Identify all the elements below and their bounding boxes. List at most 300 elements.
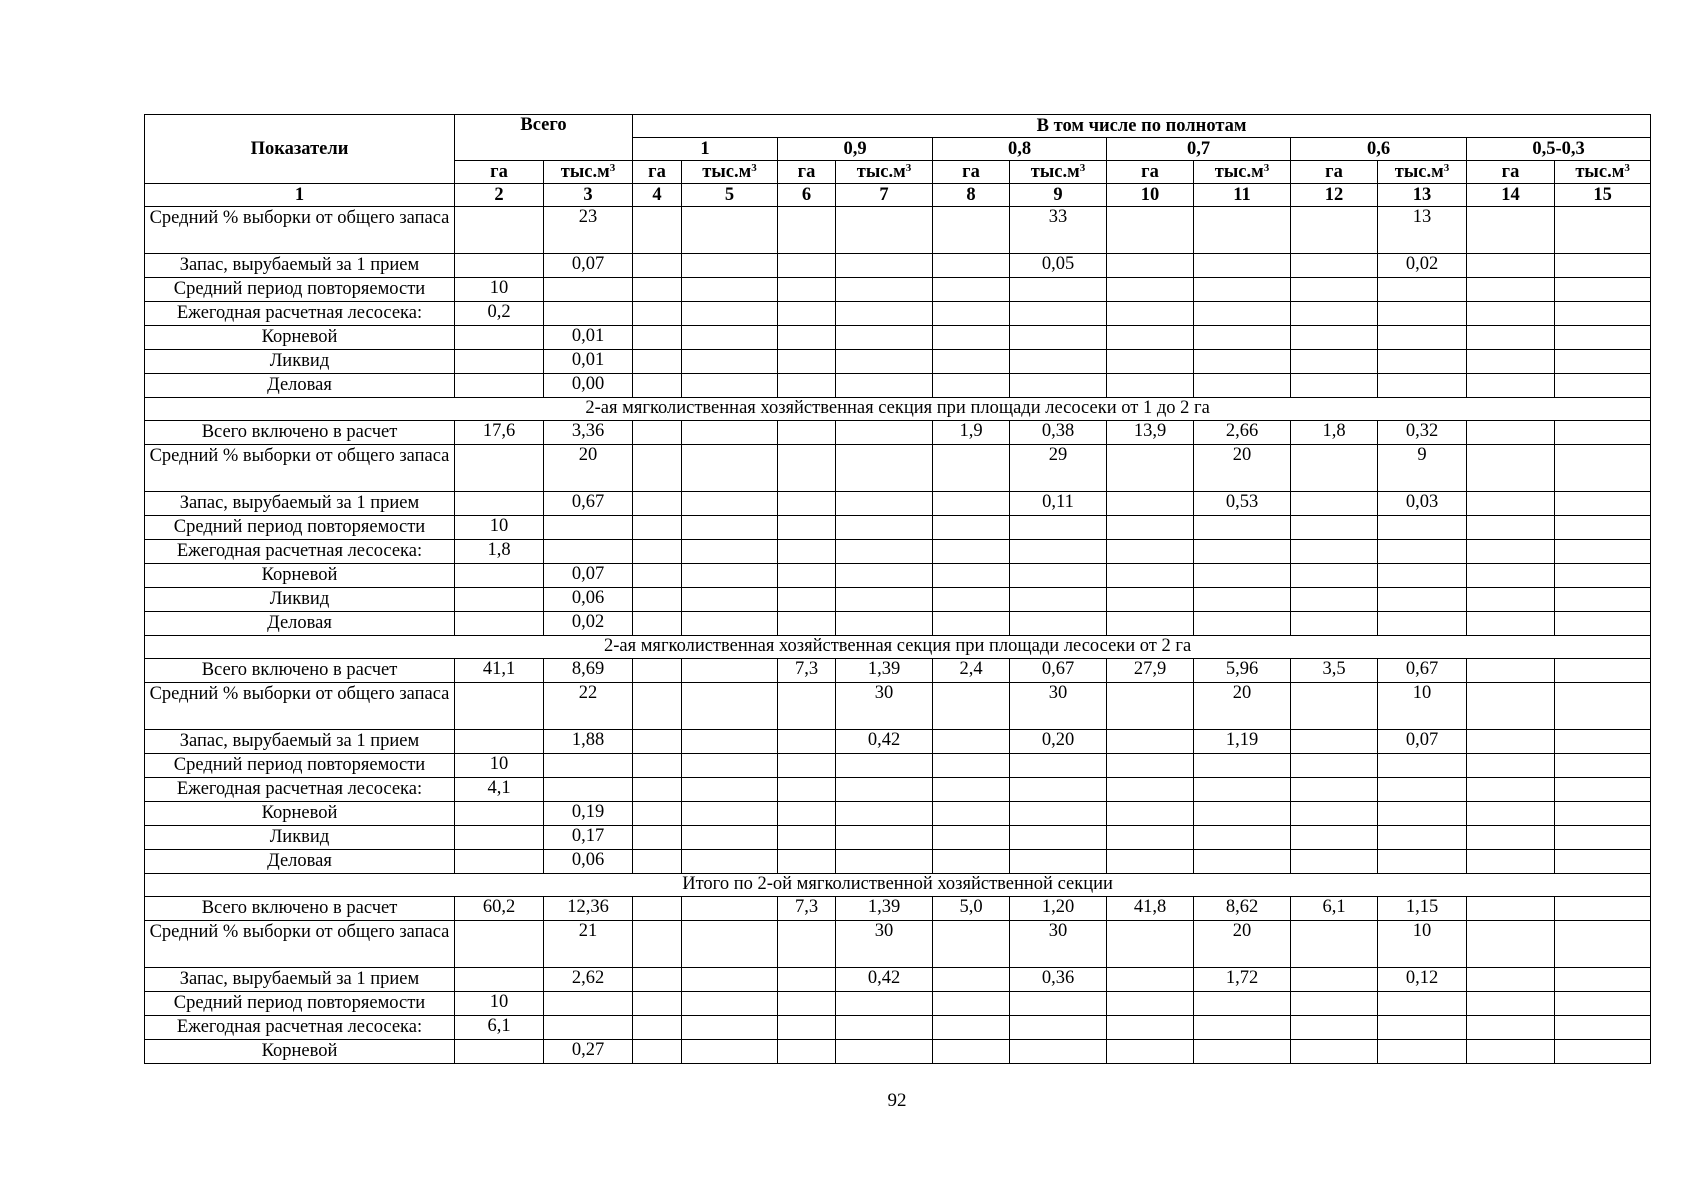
table-row xyxy=(145,897,1651,921)
table-cell xyxy=(633,207,682,254)
table-cell: 0,07 xyxy=(544,564,633,588)
table-cell xyxy=(1107,588,1194,612)
table-cell xyxy=(778,540,836,564)
table-cell xyxy=(836,802,933,826)
table-row xyxy=(145,278,1651,302)
table-row xyxy=(145,992,1651,1016)
table-cell xyxy=(1194,588,1291,612)
table-cell xyxy=(1555,921,1651,968)
table-cell xyxy=(836,374,933,398)
table-cell xyxy=(1107,564,1194,588)
table-cell: 0,42 xyxy=(836,730,933,754)
table-cell xyxy=(1107,207,1194,254)
table-cell: 21 xyxy=(544,921,633,968)
table-row xyxy=(145,850,1651,874)
table-cell xyxy=(455,612,544,636)
table-cell xyxy=(1010,302,1107,326)
table-cell xyxy=(1555,588,1651,612)
unit-volume-base: тыс.м xyxy=(1394,162,1444,182)
table-cell xyxy=(1291,802,1378,826)
table-cell xyxy=(1378,540,1467,564)
table-cell xyxy=(778,421,836,445)
table-row xyxy=(145,421,1651,445)
table-cell: 5,0 xyxy=(933,897,1010,921)
table-cell: 10 xyxy=(1378,683,1467,730)
table-cell xyxy=(1467,564,1555,588)
table-cell xyxy=(682,897,778,921)
table-cell xyxy=(682,826,778,850)
table-cell: 6,1 xyxy=(455,1016,544,1040)
table-cell xyxy=(933,302,1010,326)
row-label: Всего включено в расчет xyxy=(145,421,455,445)
table-cell xyxy=(633,921,682,968)
table-cell xyxy=(1107,278,1194,302)
table-cell xyxy=(1010,612,1107,636)
header-density: 1 xyxy=(633,138,778,161)
table-cell xyxy=(1194,254,1291,278)
unit-ha: га xyxy=(633,161,682,184)
table-cell xyxy=(836,564,933,588)
table-cell xyxy=(1291,278,1378,302)
table-cell xyxy=(682,350,778,374)
table-cell xyxy=(1467,1040,1555,1064)
table-row xyxy=(145,968,1651,992)
table-cell xyxy=(778,850,836,874)
table-cell xyxy=(1467,421,1555,445)
row-label: Средний % выборки от общего запаса xyxy=(145,445,455,492)
table-cell: 1,15 xyxy=(1378,897,1467,921)
table-cell xyxy=(1107,302,1194,326)
table-cell: 10 xyxy=(1378,921,1467,968)
table-cell xyxy=(1467,254,1555,278)
table-cell xyxy=(633,754,682,778)
table-cell xyxy=(682,540,778,564)
table-cell xyxy=(1555,778,1651,802)
table-cell xyxy=(933,445,1010,492)
table-cell xyxy=(1378,612,1467,636)
table-cell xyxy=(1010,588,1107,612)
row-label: Средний % выборки от общего запаса xyxy=(145,683,455,730)
row-label: Запас, вырубаемый за 1 прием xyxy=(145,254,455,278)
unit-volume-exponent: 3 xyxy=(1443,162,1450,174)
table-cell xyxy=(1291,778,1378,802)
table-cell xyxy=(1378,992,1467,1016)
table-cell xyxy=(1378,302,1467,326)
table-cell xyxy=(1291,445,1378,492)
column-number: 3 xyxy=(544,184,633,207)
table-cell xyxy=(778,492,836,516)
table-cell: 30 xyxy=(836,683,933,730)
table-cell xyxy=(1378,850,1467,874)
table-cell xyxy=(633,1016,682,1040)
table-cell xyxy=(633,683,682,730)
table-cell xyxy=(1555,802,1651,826)
unit-volume-base: тыс.м xyxy=(1575,162,1625,182)
table-cell xyxy=(682,659,778,683)
column-number: 8 xyxy=(933,184,1010,207)
table-row xyxy=(145,921,1651,968)
table-cell xyxy=(1107,374,1194,398)
header-by-density: В том числе по полнотам xyxy=(633,115,1651,138)
row-label: Деловая xyxy=(145,850,455,874)
table-row xyxy=(145,683,1651,730)
table-cell: 8,62 xyxy=(1194,897,1291,921)
table-cell xyxy=(1467,802,1555,826)
column-number: 4 xyxy=(633,184,682,207)
table-cell xyxy=(778,350,836,374)
table-cell xyxy=(1467,778,1555,802)
table-cell xyxy=(836,254,933,278)
table-cell: 0,67 xyxy=(1010,659,1107,683)
table-cell xyxy=(933,1040,1010,1064)
table-cell xyxy=(1378,1016,1467,1040)
table-cell xyxy=(1555,1040,1651,1064)
row-label: Корневой xyxy=(145,1040,455,1064)
table-cell: 0,67 xyxy=(544,492,633,516)
table-cell xyxy=(1010,350,1107,374)
table-cell: 0,17 xyxy=(544,826,633,850)
unit-volume xyxy=(682,161,778,184)
table-cell xyxy=(1194,826,1291,850)
table-cell xyxy=(778,802,836,826)
table-cell xyxy=(1467,850,1555,874)
table-cell xyxy=(1555,492,1651,516)
table-cell xyxy=(1467,278,1555,302)
table-cell: 4,1 xyxy=(455,778,544,802)
table-cell xyxy=(682,921,778,968)
table-cell xyxy=(1467,326,1555,350)
column-number: 14 xyxy=(1467,184,1555,207)
table-cell: 0,07 xyxy=(1378,730,1467,754)
density-table xyxy=(144,114,1651,1064)
table-cell xyxy=(836,778,933,802)
table-cell: 1,88 xyxy=(544,730,633,754)
table-cell xyxy=(1467,659,1555,683)
section-row xyxy=(145,398,1651,421)
table-cell xyxy=(1378,1040,1467,1064)
table-cell xyxy=(1378,374,1467,398)
table-cell xyxy=(1467,207,1555,254)
table-cell xyxy=(682,754,778,778)
table-cell xyxy=(682,302,778,326)
table-cell xyxy=(836,850,933,874)
table-cell xyxy=(836,421,933,445)
table-cell xyxy=(1010,850,1107,874)
table-cell: 6,1 xyxy=(1291,897,1378,921)
table-cell xyxy=(1107,326,1194,350)
table-cell: 0,01 xyxy=(544,350,633,374)
table-cell xyxy=(682,992,778,1016)
table-cell xyxy=(1194,350,1291,374)
table-cell xyxy=(455,326,544,350)
table-cell xyxy=(682,254,778,278)
table-cell xyxy=(1378,278,1467,302)
table-cell: 9 xyxy=(1378,445,1467,492)
table-cell xyxy=(836,278,933,302)
table-cell xyxy=(544,540,633,564)
table-cell xyxy=(1555,659,1651,683)
table-cell: 41,8 xyxy=(1107,897,1194,921)
row-label: Всего включено в расчет xyxy=(145,897,455,921)
table-cell: 41,1 xyxy=(455,659,544,683)
unit-volume-exponent: 3 xyxy=(905,162,912,174)
table-cell xyxy=(682,207,778,254)
table-cell xyxy=(682,516,778,540)
table-cell: 0,11 xyxy=(1010,492,1107,516)
row-label: Ежегодная расчетная лесосека: xyxy=(145,302,455,326)
table-cell xyxy=(544,778,633,802)
table-cell xyxy=(455,350,544,374)
table-cell xyxy=(455,588,544,612)
table-cell xyxy=(682,683,778,730)
table-cell xyxy=(1107,540,1194,564)
table-cell xyxy=(1378,802,1467,826)
table-cell xyxy=(1378,826,1467,850)
table-cell xyxy=(1467,350,1555,374)
table-cell xyxy=(933,921,1010,968)
table-cell xyxy=(836,492,933,516)
table-cell xyxy=(455,921,544,968)
table-cell xyxy=(682,492,778,516)
table-cell xyxy=(633,730,682,754)
table-row xyxy=(145,492,1651,516)
table-cell xyxy=(1107,826,1194,850)
table-cell xyxy=(1467,826,1555,850)
table-cell xyxy=(1555,278,1651,302)
table-header xyxy=(145,115,1651,207)
table-cell xyxy=(1555,992,1651,1016)
table-cell: 0,38 xyxy=(1010,421,1107,445)
table-cell xyxy=(1555,754,1651,778)
table-cell xyxy=(1107,683,1194,730)
table-cell: 13 xyxy=(1378,207,1467,254)
table-cell xyxy=(778,326,836,350)
table-cell: 10 xyxy=(455,516,544,540)
table-cell xyxy=(633,992,682,1016)
table-cell xyxy=(1467,492,1555,516)
table-cell xyxy=(1378,564,1467,588)
table-cell xyxy=(778,254,836,278)
header-density: 0,5-0,3 xyxy=(1467,138,1651,161)
table-cell xyxy=(933,850,1010,874)
table-cell xyxy=(1378,778,1467,802)
row-label: Запас, вырубаемый за 1 прием xyxy=(145,968,455,992)
table-cell xyxy=(778,302,836,326)
table-cell xyxy=(836,754,933,778)
table-cell: 2,66 xyxy=(1194,421,1291,445)
table-row xyxy=(145,350,1651,374)
table-cell xyxy=(1291,1016,1378,1040)
table-cell xyxy=(836,516,933,540)
table-cell xyxy=(1010,564,1107,588)
column-number: 1 xyxy=(145,184,455,207)
table-cell xyxy=(633,850,682,874)
table-cell xyxy=(633,588,682,612)
table-cell xyxy=(1194,374,1291,398)
table-cell: 2,4 xyxy=(933,659,1010,683)
table-cell xyxy=(1194,754,1291,778)
column-number: 10 xyxy=(1107,184,1194,207)
table-cell xyxy=(633,564,682,588)
column-number: 5 xyxy=(682,184,778,207)
unit-volume xyxy=(1194,161,1291,184)
table-cell xyxy=(455,683,544,730)
table-cell xyxy=(455,374,544,398)
table-cell xyxy=(933,254,1010,278)
table-cell xyxy=(1555,850,1651,874)
unit-volume-exponent: 3 xyxy=(1263,162,1270,174)
table-cell xyxy=(836,326,933,350)
table-cell xyxy=(836,588,933,612)
table-cell xyxy=(1107,992,1194,1016)
table-cell: 30 xyxy=(1010,683,1107,730)
table-cell: 0,01 xyxy=(544,326,633,350)
table-cell xyxy=(1467,445,1555,492)
table-cell xyxy=(633,968,682,992)
table-cell xyxy=(778,1040,836,1064)
table-cell xyxy=(1194,540,1291,564)
table-cell xyxy=(1194,302,1291,326)
table-cell xyxy=(1194,612,1291,636)
table-row xyxy=(145,778,1651,802)
table-cell: 0,06 xyxy=(544,588,633,612)
table-cell xyxy=(1010,778,1107,802)
table-cell xyxy=(1010,540,1107,564)
table-cell xyxy=(1555,968,1651,992)
table-row xyxy=(145,564,1651,588)
row-label: Запас, вырубаемый за 1 прием xyxy=(145,730,455,754)
table-cell xyxy=(836,826,933,850)
table-cell xyxy=(455,826,544,850)
table-cell xyxy=(778,612,836,636)
table-cell xyxy=(544,516,633,540)
table-cell: 1,72 xyxy=(1194,968,1291,992)
table-cell xyxy=(933,326,1010,350)
table-cell: 0,12 xyxy=(1378,968,1467,992)
table-cell xyxy=(682,730,778,754)
table-cell xyxy=(682,802,778,826)
unit-volume xyxy=(1555,161,1651,184)
header-density: 0,7 xyxy=(1107,138,1291,161)
table-row xyxy=(145,802,1651,826)
table-cell xyxy=(633,802,682,826)
table-cell xyxy=(633,659,682,683)
table-cell: 1,8 xyxy=(455,540,544,564)
table-cell xyxy=(1467,516,1555,540)
table-cell xyxy=(1010,516,1107,540)
header-density: 0,9 xyxy=(778,138,933,161)
table-cell xyxy=(1378,516,1467,540)
table-cell: 30 xyxy=(1010,921,1107,968)
table-cell xyxy=(1467,968,1555,992)
table-cell xyxy=(1555,445,1651,492)
table-cell xyxy=(1291,968,1378,992)
table-cell: 3,5 xyxy=(1291,659,1378,683)
table-cell: 0,20 xyxy=(1010,730,1107,754)
table-cell xyxy=(836,1016,933,1040)
row-label: Средний период повторяемости xyxy=(145,278,455,302)
table-cell xyxy=(836,1040,933,1064)
table-cell xyxy=(836,207,933,254)
row-label: Ежегодная расчетная лесосека: xyxy=(145,778,455,802)
table-cell xyxy=(778,992,836,1016)
row-label: Средний период повторяемости xyxy=(145,992,455,1016)
table-cell xyxy=(1291,492,1378,516)
table-cell xyxy=(1291,540,1378,564)
table-cell xyxy=(778,730,836,754)
table-cell xyxy=(1555,897,1651,921)
table-cell xyxy=(682,778,778,802)
table-cell: 29 xyxy=(1010,445,1107,492)
table-cell xyxy=(1291,1040,1378,1064)
table-cell xyxy=(1378,350,1467,374)
table-cell: 3,36 xyxy=(544,421,633,445)
table-cell: 20 xyxy=(1194,683,1291,730)
table-cell: 0,2 xyxy=(455,302,544,326)
table-cell: 0,02 xyxy=(544,612,633,636)
table-cell xyxy=(933,754,1010,778)
row-label: Ликвид xyxy=(145,350,455,374)
unit-volume-exponent: 3 xyxy=(1624,162,1630,174)
table-cell xyxy=(836,445,933,492)
unit-volume xyxy=(836,161,933,184)
table-cell xyxy=(1010,1016,1107,1040)
table-row xyxy=(145,516,1651,540)
table-cell xyxy=(633,540,682,564)
table-cell xyxy=(1194,564,1291,588)
row-label: Всего включено в расчет xyxy=(145,659,455,683)
table-cell xyxy=(682,968,778,992)
table-cell: 10 xyxy=(455,754,544,778)
table-cell: 0,07 xyxy=(544,254,633,278)
table-cell xyxy=(1291,992,1378,1016)
table-cell xyxy=(1194,516,1291,540)
unit-volume-base: тыс.м xyxy=(702,162,752,182)
table-cell: 12,36 xyxy=(544,897,633,921)
table-cell xyxy=(1291,350,1378,374)
table-cell xyxy=(455,1040,544,1064)
table-cell xyxy=(1107,850,1194,874)
table-cell xyxy=(933,564,1010,588)
column-number: 7 xyxy=(836,184,933,207)
table-cell xyxy=(1010,826,1107,850)
table-cell xyxy=(1291,921,1378,968)
table-cell: 8,69 xyxy=(544,659,633,683)
table-cell xyxy=(836,612,933,636)
table-cell xyxy=(933,968,1010,992)
table-cell xyxy=(1555,730,1651,754)
table-cell: 1,20 xyxy=(1010,897,1107,921)
table-cell xyxy=(1378,326,1467,350)
table-cell: 17,6 xyxy=(455,421,544,445)
table-row xyxy=(145,540,1651,564)
table-cell: 10 xyxy=(455,992,544,1016)
table-cell xyxy=(836,540,933,564)
table-cell xyxy=(836,350,933,374)
table-cell xyxy=(778,445,836,492)
table-cell: 30 xyxy=(836,921,933,968)
table-cell xyxy=(1194,850,1291,874)
table-cell xyxy=(778,278,836,302)
table-cell xyxy=(1555,350,1651,374)
table-cell: 0,67 xyxy=(1378,659,1467,683)
column-number: 12 xyxy=(1291,184,1378,207)
unit-volume-exponent: 3 xyxy=(609,162,616,174)
table-cell: 20 xyxy=(1194,445,1291,492)
table-cell xyxy=(1555,254,1651,278)
table-cell xyxy=(1555,374,1651,398)
table-cell xyxy=(1291,683,1378,730)
